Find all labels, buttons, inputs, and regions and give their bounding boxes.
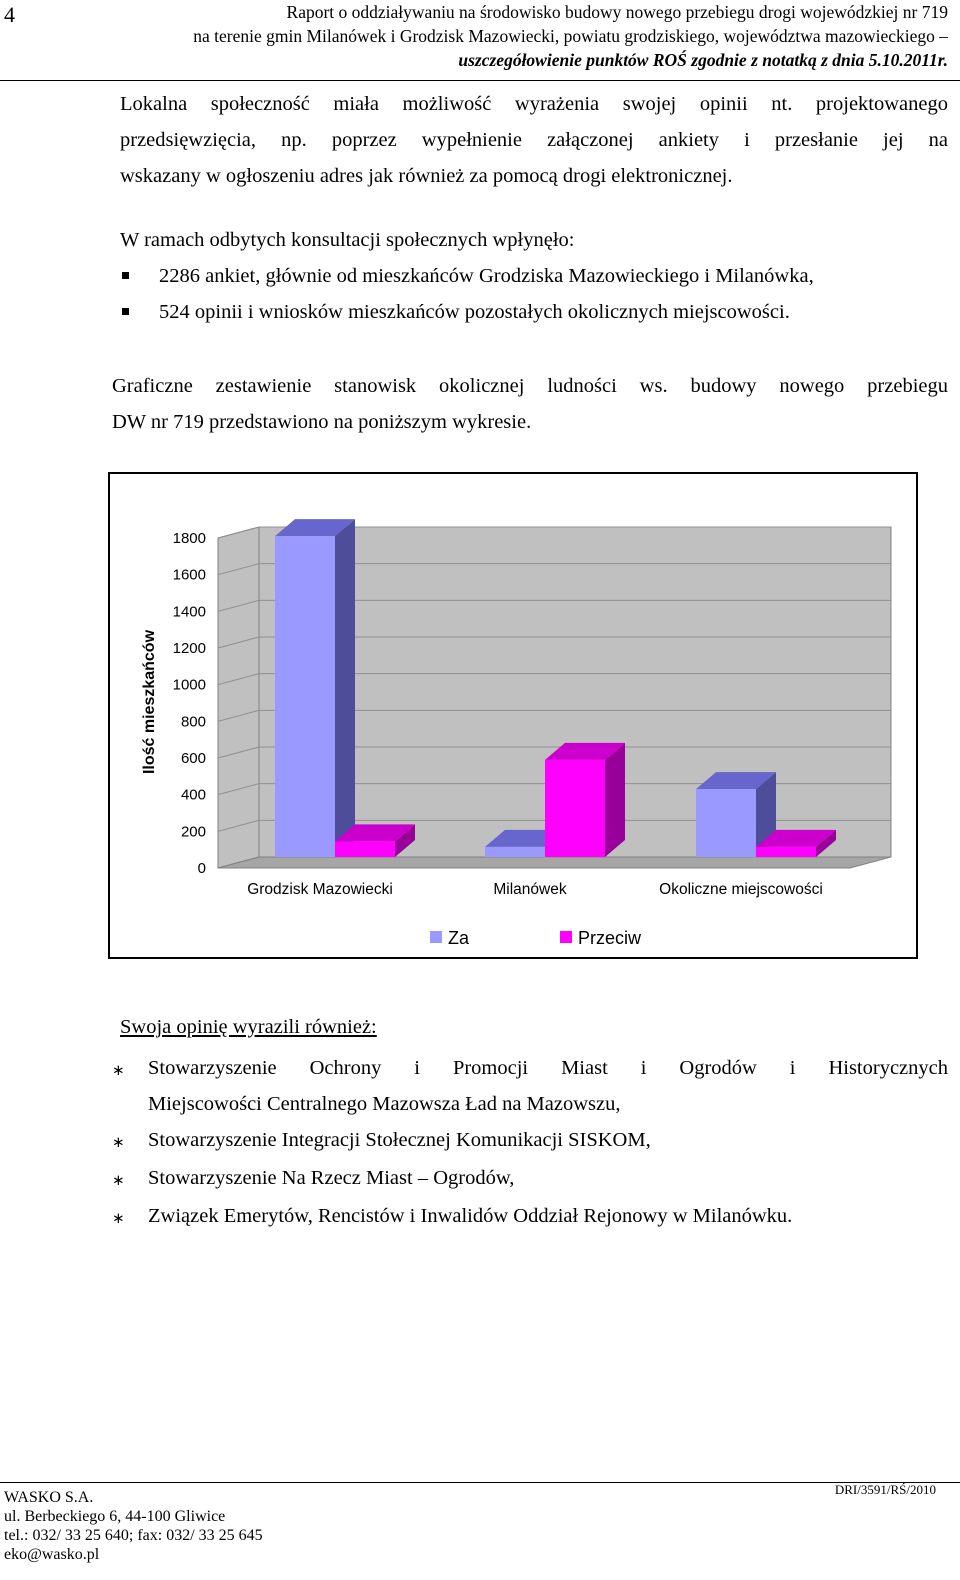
y-tick-label: 0 [197,860,206,877]
header-line-1: Raport o oddziaływaniu na środowisko budowy nowego przebiegu drogi wojewódzkiej nr 719 [286,2,948,22]
footer-phone: tel.: 032/ 33 25 640; fax: 032/ 33 25 645 [4,1527,263,1544]
bar-side [335,519,355,857]
consult-bullet [120,294,948,330]
footer-doc-ref: DRI/3591/RŚ/2010 [834,1482,936,1497]
organization-text: Stowarzyszenie Ochrony i Promocji Miast i Ogrodów i Historycznych [148,1057,948,1079]
asterisk-bullet-icon: ∗ [112,1133,125,1151]
organization-text-cont: Miejscowości Centralnego Mazowsza Ład na Mazowszu, [148,1093,621,1115]
bar-side [605,743,625,857]
organization-item [112,1198,948,1236]
y-tick-label: 200 [180,823,206,841]
y-tick-label: 1600 [172,566,206,584]
organization-item [112,1160,948,1198]
graph-intro-paragraph [112,368,948,440]
bar [485,847,545,857]
y-tick-label: 1200 [172,640,206,657]
chart-floor [218,857,891,868]
y-tick-label: 1800 [172,530,206,547]
consult-bullet [120,258,948,294]
y-axis-label: Ilość mieszkańców [141,629,158,775]
intro-line-1: Lokalna społeczność miała możliwość wyrażenia swojej opinii nt. projektowanego [120,93,948,115]
square-bullet-icon [122,308,129,315]
header-rule [0,80,960,81]
organization-item [112,1122,948,1160]
legend-swatch [430,931,442,943]
legend-label: Przeciw [578,928,642,948]
y-tick-label: 1000 [172,676,206,694]
legend-swatch [560,931,572,943]
asterisk-bullet-icon: ∗ [112,1061,125,1079]
intro-line-2: przedsięwzięcia, np. poprzez wypełnienie załączonej ankiety i przesłanie jej na [120,129,948,151]
asterisk-bullet-icon: ∗ [112,1171,125,1189]
consult-lead: W ramach odbytych konsultacji społecznych wpłynęło: [120,229,575,251]
organization-text: Związek Emerytów, Rencistów i Inwalidów Oddział Rejonowy w Milanówku. [148,1205,793,1227]
page-number: 4 [4,2,15,27]
bar [275,536,335,857]
graph-intro-line-2: DW nr 719 przedstawiono na poniższym wykresie. [112,411,532,433]
y-tick-label: 1400 [172,603,206,621]
asterisk-bullet-icon: ∗ [112,1209,125,1227]
bar [756,847,816,857]
bar [335,841,395,857]
legend-label: Za [448,928,470,948]
consult-bullet-list [120,258,948,330]
footer-contact [4,1488,263,1564]
also-expressed-title: Swoja opinię wyrazili również: [120,1016,377,1038]
footer-address: ul. Berbeckiego 6, 44-100 Gliwice [4,1508,226,1525]
organization-item [112,1050,948,1122]
organization-text: Stowarzyszenie Integracji Stołecznej Komunikacji SISKOM, [148,1129,651,1151]
header-line-3: uszczegółowienie punktów ROŚ zgodnie z notatką z dnia 5.10.2011r. [458,50,948,70]
footer-company: WASKO S.A. [4,1489,94,1506]
intro-paragraph [120,86,948,194]
y-tick-label: 800 [180,713,206,731]
y-tick-label: 400 [180,786,206,804]
organization-text: Stowarzyszenie Na Rzecz Miast – Ogrodów, [148,1167,515,1189]
bar [545,760,605,857]
x-category-label: Grodzisk Mazowiecki [247,881,393,898]
organization-list [112,1050,948,1236]
intro-line-3: wskazany w ogłoszeniu adres jak również za pomocą drogi elektronicznej. [120,165,733,187]
chart-side-wall [218,527,259,868]
x-category-label: Milanówek [493,881,567,898]
square-bullet-icon [122,272,129,279]
graph-intro-line-1: Graficzne zestawienie stanowisk okolicznej ludności ws. budowy nowego przebiegu [112,375,948,397]
header-line-2: na terenie gmin Milanówek i Grodzisk Mazowiecki, powiatu grodziskiego, województwa mazowieckiego – [193,26,948,46]
opinion-bar-chart [108,472,918,959]
footer-email: eko@wasko.pl [4,1546,100,1563]
bar [696,789,756,857]
x-category-label: Okoliczne miejscowości [659,881,823,898]
y-tick-label: 600 [180,750,206,767]
page-header [60,0,948,72]
consult-bullet-text: 524 opinii i wniosków mieszkańców pozostałych okolicznych miejscowości. [159,301,790,323]
consult-bullet-text: 2286 ankiet, głównie od mieszkańców Grodziska Mazowieckiego i Milanówka, [159,265,814,287]
